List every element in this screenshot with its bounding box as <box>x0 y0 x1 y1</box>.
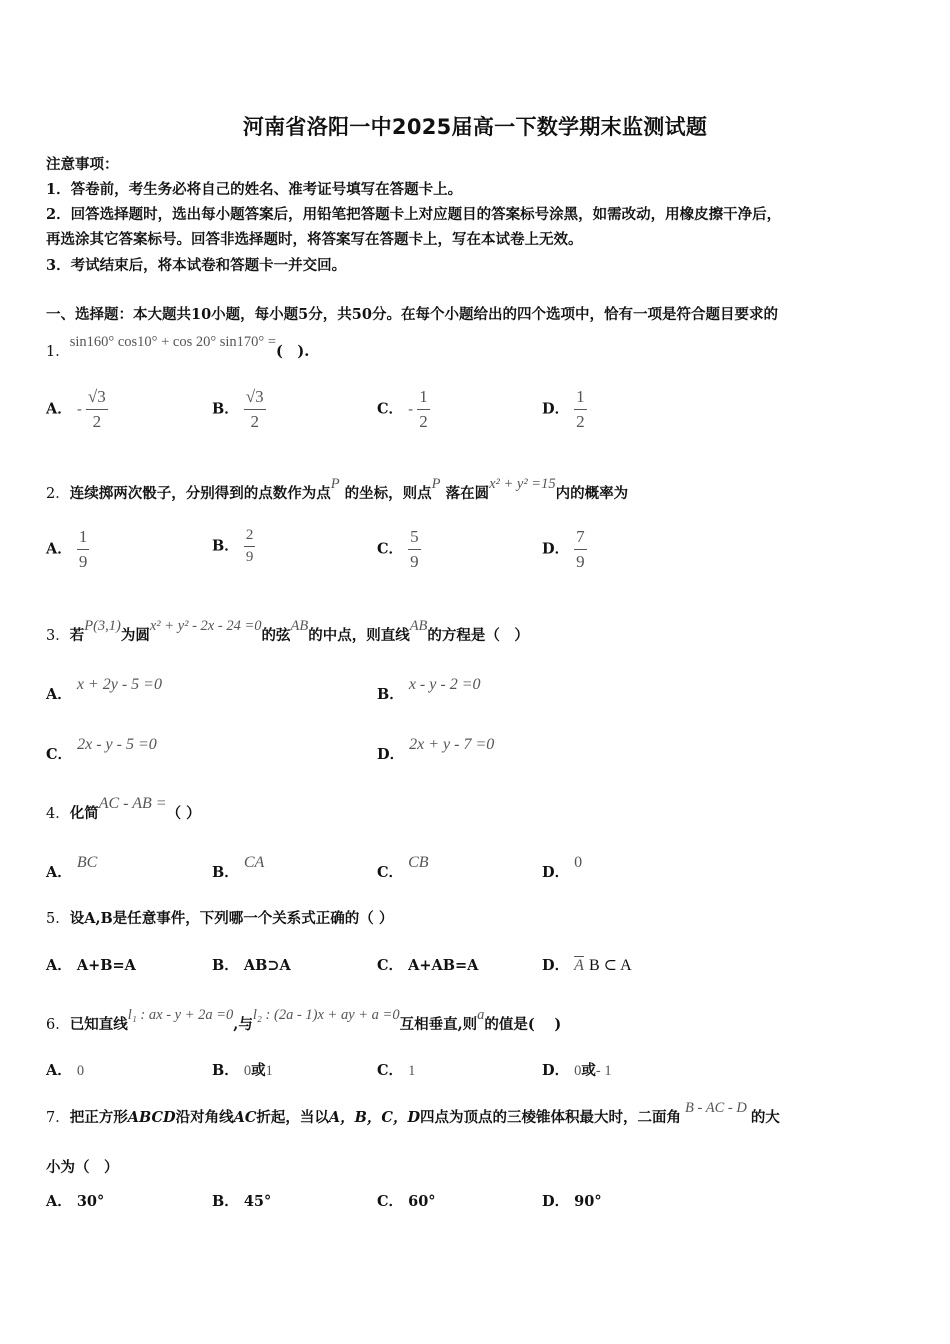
option-label: D． <box>542 540 570 558</box>
question-number: 4． <box>46 806 70 822</box>
question-number: 1． <box>46 344 70 360</box>
fraction <box>574 387 587 432</box>
notice-heading: 注意事项： <box>46 156 119 173</box>
option-label: B． <box>212 864 239 881</box>
q5-option-d[interactable] <box>542 954 632 975</box>
notice-item: 1．答卷前，考生务必将自己的姓名、准考证号填写在答题卡上。 <box>46 181 463 198</box>
option-label: D． <box>542 864 570 881</box>
option-label: D． <box>377 746 405 763</box>
denominator: 9 <box>245 549 254 565</box>
section-heading: 一、选择题：本大题共10小题，每小题5分，共50分。在每个小题给出的四个选项中，恰有一项是符合题目要求的 <box>46 306 778 323</box>
option-value: - 1 <box>595 1063 612 1079</box>
chord-ab: AB <box>290 618 309 634</box>
numerator: √3 <box>86 387 108 410</box>
q7-continuation: 小为（ ） <box>46 1159 119 1176</box>
option-label: D． <box>542 400 570 418</box>
fraction <box>417 387 430 432</box>
question-number: 6． <box>46 1017 70 1033</box>
q4-option-c[interactable] <box>377 854 429 882</box>
q1-tail: ( ). <box>276 343 310 360</box>
q1-option-a[interactable] <box>46 387 108 432</box>
option-expression: BC <box>76 854 98 871</box>
q5-option-b[interactable] <box>212 954 291 975</box>
q1-option-b[interactable] <box>212 387 266 432</box>
q2-option-d[interactable] <box>542 527 587 572</box>
points: A，B，C，D <box>328 1109 421 1126</box>
q7-text: 折起，当以 <box>256 1109 329 1126</box>
option-expression: x + 2y - 5 =0 <box>76 676 162 693</box>
option-label: D． <box>542 1062 570 1079</box>
option-text: B ⊂ A <box>588 957 632 974</box>
q6-option-a[interactable] <box>46 1059 84 1080</box>
option-label: A． <box>46 1062 72 1079</box>
dihedral-angle: B - AC - D <box>685 1100 747 1116</box>
q1-expression: sin160° cos10° + cos 20° sin170° = <box>69 334 277 350</box>
option-expression: CB <box>408 854 429 871</box>
option-label: C． <box>377 1193 404 1210</box>
line-l2: l₂ : (2a - 1)x + ay + a =0 <box>252 1007 400 1023</box>
q7-text: 的大 <box>750 1109 780 1126</box>
option-label: B． <box>212 957 239 974</box>
complement-a: $\overline{A}$ <box>574 957 584 974</box>
option-expression: 2x + y - 7 =0 <box>409 736 495 753</box>
question-6 <box>46 1007 904 1034</box>
option-label: A． <box>46 1193 72 1210</box>
denominator: 9 <box>576 552 585 571</box>
point-p: P(3,1) <box>84 618 121 634</box>
point-p: P <box>431 476 441 492</box>
option-value: 1 <box>408 1063 416 1079</box>
question-number: 3． <box>46 628 70 644</box>
square-abcd: ABCD <box>127 1109 176 1126</box>
q3-text: 为圆 <box>120 627 150 644</box>
fraction <box>77 527 90 572</box>
q6-option-b[interactable] <box>212 1059 273 1080</box>
question-1 <box>46 334 904 361</box>
minus-sign: - <box>408 399 414 418</box>
q7-text: 四点为顶点的三棱锥体积最大时，二面角 <box>420 1109 682 1126</box>
q2-text: 连续掷两次骰子，分别得到的点数作为点 <box>69 485 331 502</box>
page-title: 河南省洛阳一中2025届高一下数学期末监测试题 <box>242 115 708 139</box>
notice-item: 3．考试结束后，将本试卷和答题卡一并交回。 <box>46 257 347 274</box>
numerator: 1 <box>417 387 430 410</box>
q1-option-c[interactable] <box>377 387 430 432</box>
option-value: 0 <box>76 1063 85 1079</box>
numerator: 1 <box>574 387 587 410</box>
option-value: 1 <box>265 1063 273 1079</box>
question-5 <box>46 907 904 928</box>
q3-text: 的中点，则直线 <box>308 627 410 644</box>
option-label: B． <box>212 1193 239 1210</box>
option-expression: CA <box>243 854 265 871</box>
option-text: A+AB=A <box>408 957 479 974</box>
question-3 <box>46 618 904 645</box>
numerator: √3 <box>244 387 266 410</box>
option-connector: 或 <box>581 1062 596 1079</box>
q2-option-a[interactable] <box>46 527 89 572</box>
q5-option-a[interactable] <box>46 954 136 975</box>
numerator: 2 <box>244 527 256 547</box>
denominator: 2 <box>419 412 428 431</box>
option-label: C． <box>377 400 404 418</box>
q6-option-c[interactable] <box>377 1059 415 1080</box>
notice-item: 再选涂其它答案标号。回答非选择题时，将答案写在答题卡上，写在本试卷上无效。 <box>46 231 583 248</box>
fraction <box>86 387 108 432</box>
option-value: 0 <box>243 1063 252 1079</box>
numerator: 7 <box>574 527 587 550</box>
option-label: A． <box>46 957 72 974</box>
option-label: B． <box>212 400 239 418</box>
q3-text: 的方程是（ ） <box>427 627 529 644</box>
option-expression: x - y - 2 =0 <box>408 676 481 693</box>
option-text: 60° <box>408 1193 436 1210</box>
numerator: 1 <box>77 527 90 550</box>
fraction <box>244 527 256 566</box>
q4-option-b[interactable] <box>212 854 265 882</box>
q7-option-d[interactable] <box>542 1190 602 1211</box>
q3-text: 若 <box>69 627 85 644</box>
fraction <box>408 527 421 572</box>
q7-option-a[interactable] <box>46 1190 104 1211</box>
option-label: B． <box>212 1062 239 1079</box>
question-2 <box>46 476 904 503</box>
option-text: 30° <box>76 1193 105 1210</box>
option-connector: 或 <box>251 1062 266 1079</box>
q5-option-c[interactable] <box>377 954 478 975</box>
question-number: 2． <box>46 486 70 502</box>
option-expression: 2x - y - 5 =0 <box>77 736 157 753</box>
option-text: 45° <box>243 1193 272 1210</box>
q6-text: ,与 <box>233 1016 253 1033</box>
option-label: A． <box>46 864 72 881</box>
option-label: C． <box>377 540 404 558</box>
option-label: D． <box>542 1193 570 1210</box>
fraction <box>574 527 587 572</box>
q3-option-b[interactable] <box>377 676 481 704</box>
option-label: A． <box>46 400 72 418</box>
option-label: C． <box>377 864 404 881</box>
point-p: P <box>330 476 340 492</box>
minus-sign: - <box>76 399 82 418</box>
denominator: 2 <box>576 412 585 431</box>
circle-equation: x² + y² - 2x - 24 =0 <box>149 618 262 634</box>
q2-text: 的坐标，则点 <box>344 485 432 502</box>
option-label: C． <box>377 957 404 974</box>
line-l1: l₁ : ax - y + 2a =0 <box>127 1007 234 1023</box>
option-value: 0 <box>574 1063 582 1079</box>
variable-a: a <box>477 1007 485 1023</box>
option-label: B． <box>377 686 404 703</box>
question-number: 5． <box>46 911 70 927</box>
option-text: A+B=A <box>76 957 136 974</box>
q3-option-c[interactable] <box>46 736 157 764</box>
q4-option-a[interactable] <box>46 854 98 882</box>
fraction <box>244 387 266 432</box>
q4-text: （ ） <box>166 805 201 822</box>
circle-equation: x² + y² =15 <box>489 476 556 492</box>
numerator: 5 <box>408 527 421 550</box>
option-label: D． <box>542 957 570 974</box>
q1-option-d[interactable] <box>542 387 587 432</box>
question-4 <box>46 795 904 823</box>
denominator: 2 <box>250 412 259 431</box>
q7-text: 沿对角线 <box>175 1109 234 1126</box>
q4-text: 化简 <box>69 805 99 822</box>
q5-text: 设A,B是任意事件，下列哪一个关系式正确的（ ） <box>69 910 394 927</box>
line-ab: AB <box>409 618 428 634</box>
q2-option-b[interactable] <box>212 527 255 566</box>
denominator: 2 <box>92 412 102 431</box>
diagonal-ac: AC <box>233 1109 257 1126</box>
question-7 <box>46 1100 904 1127</box>
question-number: 7． <box>46 1110 70 1126</box>
q2-option-c[interactable] <box>377 527 421 572</box>
q6-text: 互相垂直,则 <box>399 1016 478 1033</box>
notice-item: 2．回答选择题时，选出每小题答案后，用铅笔把答题卡上对应题目的答案标号涂黑，如需改动，用橡皮擦干净后， <box>46 206 782 223</box>
option-label: B． <box>212 537 239 555</box>
option-expression: 0 <box>574 854 583 871</box>
q4-option-d[interactable] <box>542 854 583 882</box>
q7-option-b[interactable] <box>212 1190 271 1211</box>
option-label: C． <box>377 1062 404 1079</box>
q7-text: 把正方形 <box>69 1109 128 1126</box>
option-label: A． <box>46 540 72 558</box>
q6-text: 已知直线 <box>69 1016 128 1033</box>
q3-option-a[interactable] <box>46 676 162 704</box>
q3-text: 的弦 <box>261 627 291 644</box>
option-text: AB⊃A <box>243 957 291 974</box>
q6-text: 的值是( ) <box>484 1016 562 1033</box>
vector-expression: AC - AB = <box>98 795 167 812</box>
denominator: 9 <box>410 552 419 571</box>
denominator: 9 <box>78 552 88 571</box>
q2-text: 内的概率为 <box>555 485 629 502</box>
q7-option-c[interactable] <box>377 1190 436 1211</box>
option-label: C． <box>46 746 73 763</box>
q3-option-d[interactable] <box>377 736 495 764</box>
option-label: A． <box>46 686 72 703</box>
option-text: 90° <box>574 1193 602 1210</box>
q6-option-d[interactable] <box>542 1059 612 1080</box>
q2-text: 落在圆 <box>445 485 490 502</box>
